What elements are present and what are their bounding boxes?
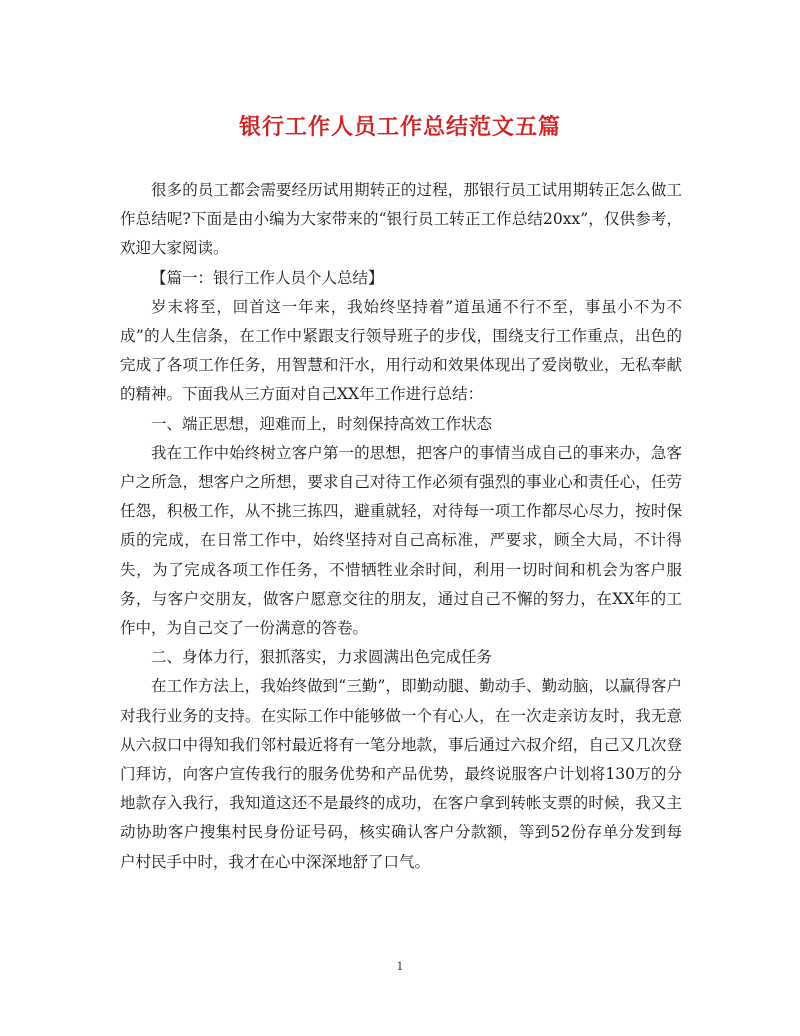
document-body [120,176,682,877]
section-heading-part-one: 【篇一：银行工作人员个人总结】 [151,268,384,287]
page-number: 1 [396,960,404,973]
intro-paragraph: 很多的员工都会需要经历试用期转正的过程，那银行员工试用期转正怎么做工作总结呢?下面是由小编为大家带来的“银行员工转正工作总结20xx”，仅供参考，欢迎大家阅读。 [120,181,682,258]
body-paragraph: 岁末将至，回首这一年来，我始终坚持着”道虽通不行不至，事虽小不为不成”的人生信条，在工作中紧跟支行领导班子的步伐，围绕支行工作重点，出色的完成了各项工作任务，用智慧和汗水，用行动和效果体现出了爱岗敬业，无私奉献的精神。下面我从三方面对自己XX年工作进行总结： [120,297,682,404]
body-paragraph: 我在工作中始终树立客户第一的思想，把客户的事情当成自己的事来办，急客户之所急，想客户之所想，要求自己对待工作必须有强烈的事业心和责任心，任劳任怨，积极工作，从不挑三拣四，避重就轻，对待每一项工作都尽心尽力，按时保质的完成，在日常工作中，始终坚持对自己高标准，严要求，顾全大局，不计得失，为了完成各项工作任务，不惜牺牲业余时间，利用一切时间和机会为客户服务，与客户交朋友，做客户愿意交往的朋友，通过自己不懈的努力，在XX年的工作中，为自己交了一份满意的答卷。 [120,443,682,638]
page-title: 银行工作人员工作总结范文五篇 [238,114,561,140]
subsection-heading-2: 二、身体力行，狠抓落实，力求圆满出色完成任务 [151,648,493,667]
body-paragraph: 在工作方法上，我始终做到“三勤”，即勤动腿、勤动手、勤动脑，以赢得客户对我行业务的支持。在实际工作中能够做一个有心人，在一次走亲访友时，我无意从六叔口中得知我们邻村最近将有一笔分地款，事后通过六叔介绍，自己又几次登门拜访，向客户宣传我行的服务优势和产品优势，最终说服客户计划将130万的分地款存入我行，我知道这还不是最终的成功，在客户拿到转帐支票的时候，我又主动协助客户搜集村民身份证号码，核实确认客户分款额，等到52份存单分发到每户村民手中时，我才在心中深深地舒了口气。 [120,677,682,871]
subsection-heading-1: 一、端正思想，迎难而上，时刻保持高效工作状态 [151,414,493,433]
